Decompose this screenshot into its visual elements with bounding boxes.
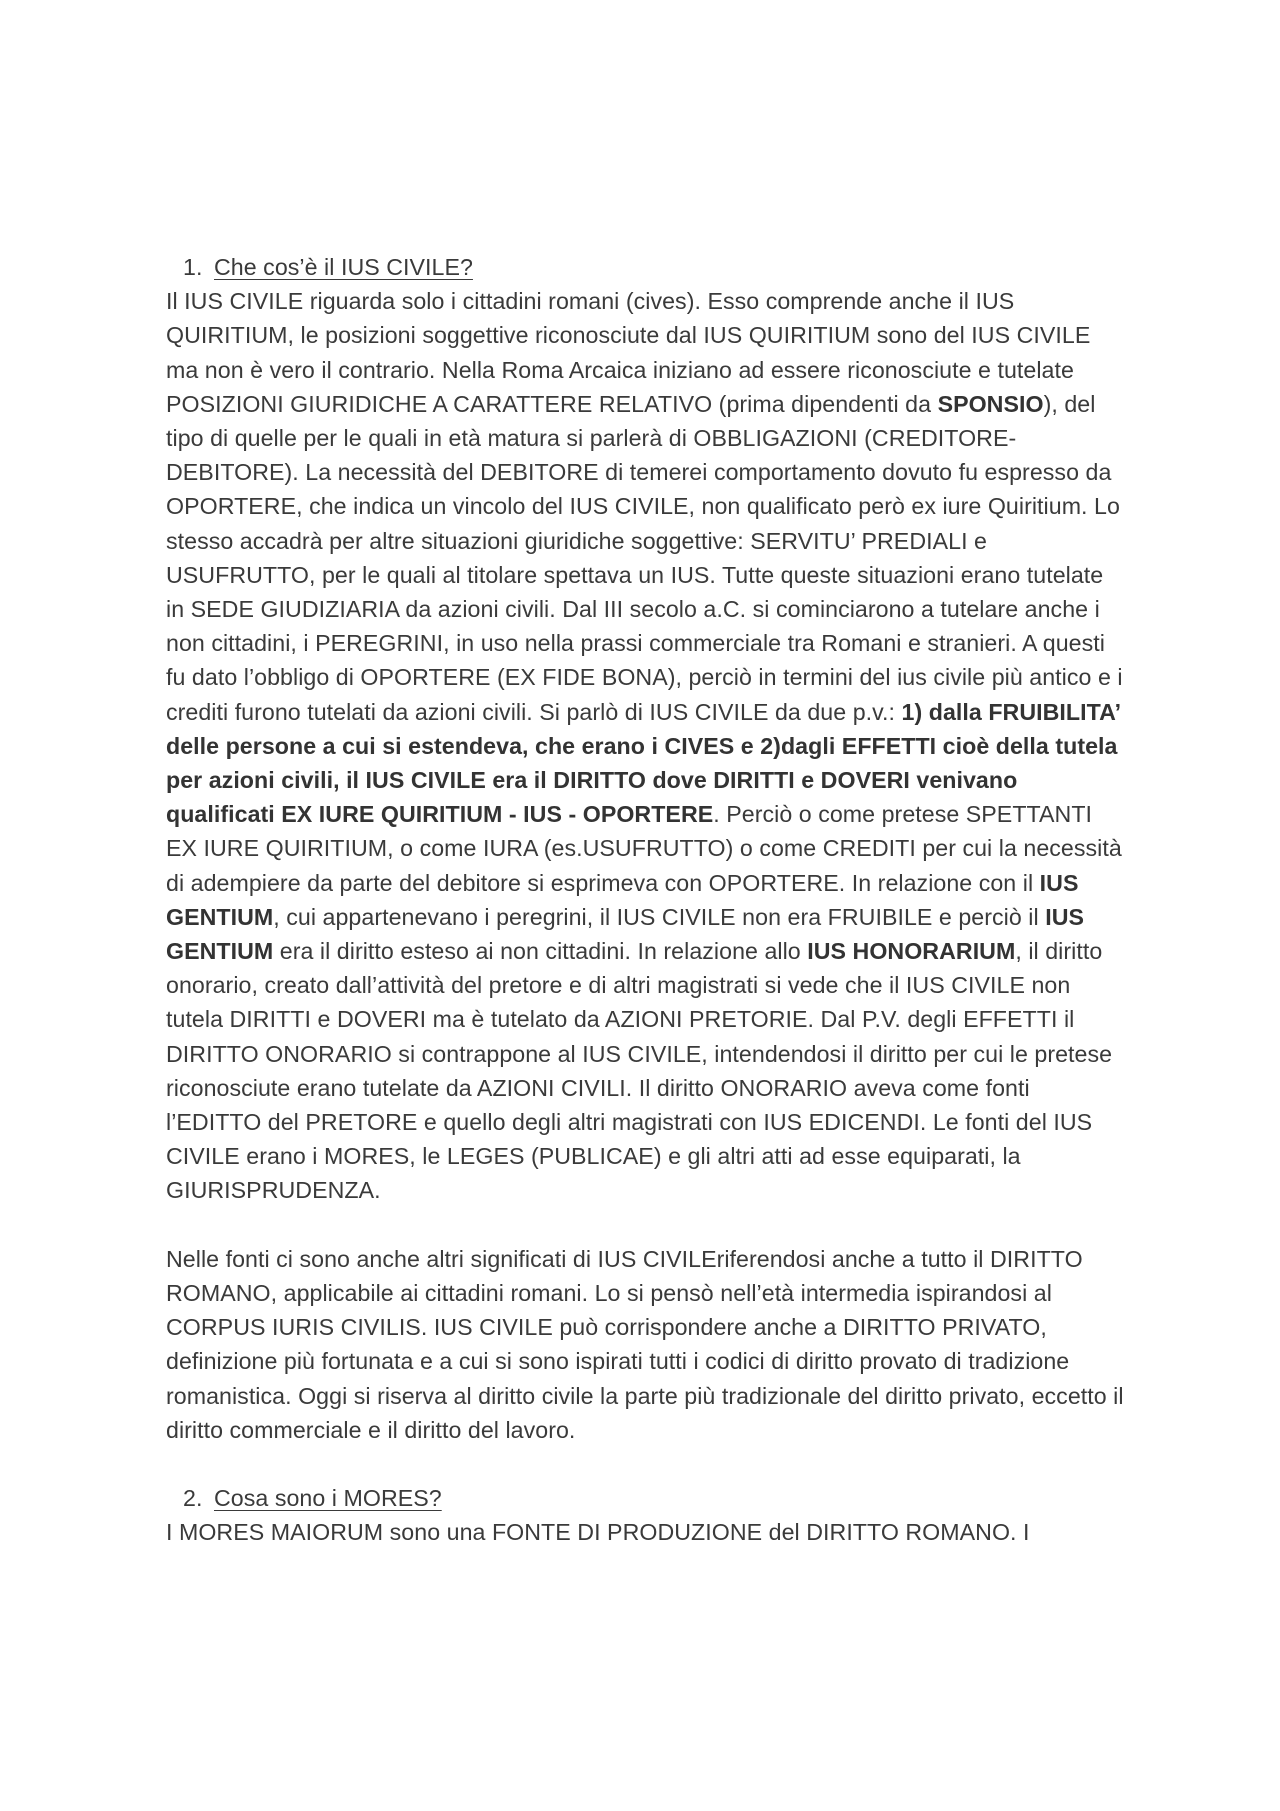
answer-1-bold-sponsio: SPONSIO (937, 390, 1044, 417)
answer-1-text-5: era il diritto esteso ai non cittadini. In relazione allo (273, 938, 808, 965)
answer-1-bold-points: 1) dalla FRUIBILITA’ delle persone a cui si estendeva, che erano i CIVES e 2)dagli EFFETTI cioè della tutela per azioni civili, il IUS CIVILE era il DIRITTO dove DIRITTI e DOVERI venivano qualificati EX IURE QUIRITIUM - IUS - OPORTERE (166, 698, 1120, 828)
question-2-title: Cosa sono i MORES? (214, 1485, 442, 1512)
document-page (166, 250, 1126, 1550)
answer-1-paragraph-2: Nelle fonti ci sono anche altri significati di IUS CIVILEriferendosi anche a tutto il DIRITTO ROMANO, applicabile ai cittadini romani. Lo si pensò nell’età intermedia ispirandosi al CORPUS IURIS CIVILIS. IUS CIVILE può corrispondere anche a DIRITTO PRIVATO, definizione più fortunata e a cui si sono ispirati tutti i codici di diritto provato di tradizione romanistica. Oggi si riserva al diritto civile la parte più tradizionale del diritto privato, eccetto il diritto commerciale e il diritto del lavoro. (166, 1245, 1124, 1443)
answer-1-paragraph (166, 284, 1126, 1207)
answer-1-text-3: . Perciò o come pretese SPETTANTI EX IURE QUIRITIUM, o come IURA (es.USUFRUTTO) o come CREDITI per cui la necessità di adempiere da parte del debitore si esprimeva con OPORTERE. In relazione con il (166, 801, 1122, 896)
answer-1-bold-ius-honorarium: IUS HONORARIUM (807, 938, 1016, 965)
paragraph-spacer (166, 1208, 1126, 1242)
answer-1-text-1: Il IUS CIVILE riguarda solo i cittadini romani (cives). Esso comprende anche il IUS QUIRITIUM, le posizioni soggettive riconosciute dal IUS QUIRITIUM sono del IUS CIVILE ma non è vero il contrario. Nella Roma Arcaica iniziano ad essere riconosciute e tutelate POSIZIONI GIURIDICHE A CARATTERE RELATIVO (prima dipendenti da (166, 288, 1091, 417)
question-2-number: 2. (183, 1485, 203, 1512)
question-1-heading (166, 250, 1126, 284)
answer-1-bold-ius-gentium-1: IUS GENTIUM (166, 869, 1079, 930)
question-1-title: Che cos’è il IUS CIVILE? (214, 254, 473, 280)
answer-1-text-2: ), del tipo di quelle per le quali in età matura si parlerà di OBBLIGAZIONI (CREDITORE-DEBITORE). La necessità del DEBITORE di temerei comportamento dovuto fu espresso da OPORTERE, che indica un vincolo del IUS CIVILE, non qualificato però ex iure Quiritium. Lo stesso accadrà per altre situazioni giuridiche soggettive: SERVITU’ PREDIALI e USUFRUTTO, per le quali al titolare spettava un IUS. Tutte queste situazioni erano tutelate in SEDE GIUDIZIARIA da azioni civili. Dal III secolo a.C. si cominciarono a tutelare anche i non cittadini, i PEREGRINI, in uso nella prassi commerciale tra Romani e stranieri. A questi fu dato l’obbligo di OPORTERE (EX FIDE BONA), perciò in termini del ius civile più antico e i crediti furono tutelati da azioni civili. Si parlò di IUS CIVILE da due p.v.: (166, 390, 1123, 725)
answer-1-bold-ius-gentium-2: IUS GENTIUM (166, 903, 1085, 965)
answer-2-paragraph: I MORES MAIORUM sono una FONTE DI PRODUZIONE del DIRITTO ROMANO. I (166, 1519, 1030, 1546)
paragraph-spacer (166, 1447, 1126, 1481)
answer-1-text-6: , il diritto onorario, creato dall’attività del pretore e di altri magistrati si vede che il IUS CIVILE non tutela DIRITTI e DOVERI ma è tutelato da AZIONI PRETORIE. Dal P.V. degli EFFETTI il DIRITTO ONORARIO si contrappone al IUS CIVILE, intendendosi il diritto per cui le pretese riconosciute erano tutelate da AZIONI CIVILI. Il diritto ONORARIO aveva come fonti l’EDITTO del PRETORE e quello degli altri magistrati con IUS EDICENDI. Le fonti del IUS CIVILE erano i MORES, le LEGES (PUBLICAE) e gli altri atti ad esse equiparati, la GIURISPRUDENZA. (166, 938, 1113, 1204)
question-2-heading (166, 1481, 1126, 1515)
answer-1-text-4: , cui appartenevano i peregrini, il IUS CIVILE non era FRUIBILE e perciò il (273, 903, 1046, 930)
question-1-number: 1. (183, 254, 203, 280)
